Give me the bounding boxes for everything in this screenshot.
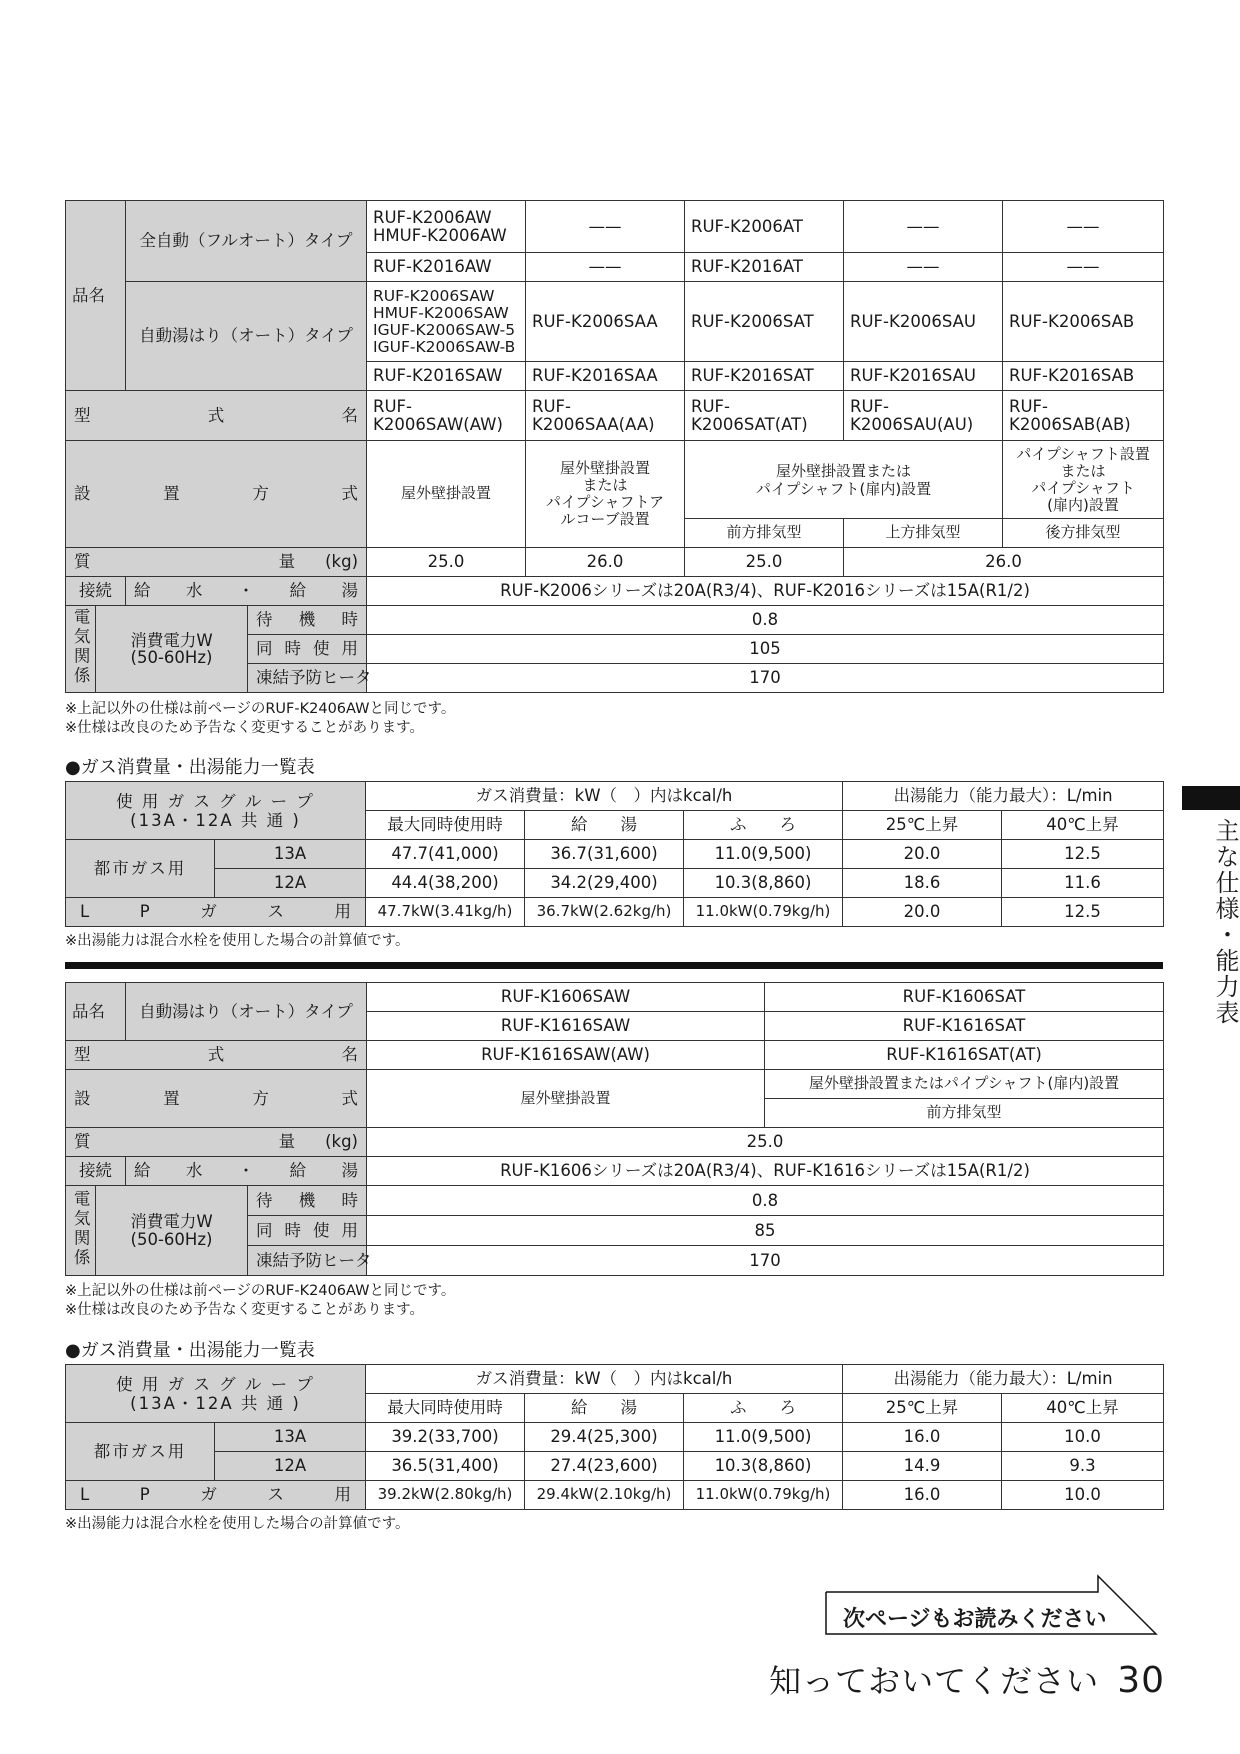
- page-number: 30: [1117, 1660, 1165, 1701]
- dash-cell: ——: [844, 201, 1003, 253]
- power-consumption-label: 消費電力W (50-60Hz): [96, 606, 248, 693]
- gas-group-label: 使 用 ガ ス グ ル ー プ (13A・12A 共 通 ): [66, 1365, 366, 1423]
- gas-12a-label: 12A: [215, 869, 366, 898]
- product-name-label: 品名: [66, 983, 126, 1041]
- model-cell: RUF-K1606SAT: [765, 983, 1164, 1012]
- gas-group-label: 使 用 ガ ス グ ル ー プ (13A・12A 共 通 ): [66, 782, 366, 840]
- gas-cell: 18.6: [843, 869, 1002, 898]
- install-cell: 屋外壁掛設置または パイプシャフト(扉内)設置: [685, 441, 1003, 519]
- gas-cell: 16.0: [843, 1423, 1002, 1452]
- gas-consumption-header: ガス消費量：kW（ ）内はkcal/h: [366, 1365, 843, 1394]
- gas-cell: 10.3(8,860): [684, 869, 843, 898]
- col-max-simultaneous: 最大同時使用時: [366, 1394, 525, 1423]
- install-cell: 屋外壁掛設置: [367, 1070, 765, 1128]
- gas-table-2: [65, 1364, 1164, 1510]
- antifreeze-heater-label: 凍 結 予 防 ヒ ー タ: [248, 1246, 367, 1276]
- lp-cell: 36.7kW(2.62kg/h): [525, 898, 684, 927]
- install-cell: 屋外壁掛設置またはパイプシャフト(扉内)設置: [765, 1070, 1164, 1099]
- model-type-cell: RUF- K2006SAU(AU): [844, 391, 1003, 441]
- weight-label: 質 量 (kg): [66, 1128, 367, 1157]
- water-supply-label: 給 水 ・ 給 湯: [126, 1157, 367, 1186]
- weight-cell: 26.0: [526, 548, 685, 577]
- gas-note-2: ※出湯能力は混合水栓を使用した場合の計算値です。: [65, 1516, 410, 1532]
- install-cell: 屋外壁掛設置 または パイプシャフトア ルコーブ設置: [526, 441, 685, 548]
- next-page-label: 次ページもお読みください: [843, 1607, 1107, 1632]
- dash-cell: ——: [1003, 253, 1164, 282]
- gas-13a-label: 13A: [215, 1423, 366, 1452]
- connection-cell: RUF-K1606シリーズは20A(R3/4)、RUF-K1616シリーズは15A(R1/2): [367, 1157, 1164, 1186]
- auto-type-label: 自動湯はり（オート）タイプ: [126, 983, 367, 1041]
- simultaneous-label: 同 時 使 用: [248, 1216, 367, 1246]
- model-cell: RUF-K2006SAU: [844, 282, 1003, 362]
- next-page-arrow[interactable]: [826, 1592, 1156, 1640]
- gas-12a-label: 12A: [215, 1452, 366, 1481]
- water-supply-label: 給 水 ・ 給 湯: [126, 577, 367, 606]
- lp-cell: 39.2kW(2.80kg/h): [366, 1481, 525, 1510]
- install-method-label: 設 置 方 式: [66, 1070, 367, 1128]
- model-type-label: 型 式 名: [66, 1041, 367, 1070]
- full-auto-type-label: 全自動（フルオート）タイプ: [126, 201, 367, 282]
- connection-label: 接続: [66, 577, 126, 606]
- gas-cell: 36.7(31,600): [525, 840, 684, 869]
- antifreeze-heater-cell: 170: [367, 664, 1164, 693]
- lp-cell: 10.0: [1002, 1481, 1164, 1510]
- col-40c: 40℃上昇: [1002, 1394, 1164, 1423]
- model-cell: RUF-K2006SAW HMUF-K2006SAW IGUF-K2006SAW-5 IGUF-K2006SAW-B: [367, 282, 526, 362]
- spec-table-k2006: [65, 200, 1164, 693]
- connection-cell: RUF-K2006シリーズは20A(R3/4)、RUF-K2016シリーズは15A(R1/2): [367, 577, 1164, 606]
- install-cell: パイプシャフト設置 または パイプシャフト (扉内)設置: [1003, 441, 1164, 519]
- weight-label: 質 量 (kg): [66, 548, 367, 577]
- model-type-cell: RUF- K2006SAT(AT): [685, 391, 844, 441]
- model-type-cell: RUF-K1616SAT(AT): [765, 1041, 1164, 1070]
- dash-cell: ——: [1003, 201, 1164, 253]
- section-divider: [65, 962, 1163, 969]
- gas-table-1: [65, 781, 1164, 927]
- connection-label: 接続: [66, 1157, 126, 1186]
- standby-label: 待 機 時: [248, 1186, 367, 1216]
- exhaust-cell: 後方排気型: [1003, 519, 1164, 548]
- model-type-cell: RUF- K2006SAA(AA): [526, 391, 685, 441]
- col-25c: 25℃上昇: [843, 1394, 1002, 1423]
- gas-table-title: ●ガス消費量・出湯能力一覧表: [65, 757, 315, 778]
- model-cell: RUF-K1606SAW: [367, 983, 765, 1012]
- spec-table-k1606: [65, 982, 1164, 1276]
- model-cell: RUF-K2016SAU: [844, 362, 1003, 391]
- electrical-label: 電気関係: [66, 606, 96, 693]
- dash-cell: ——: [526, 201, 685, 253]
- gas-cell: 11.6: [1002, 869, 1164, 898]
- antifreeze-heater-label: 凍 結 予 防 ヒ ー タ: [248, 664, 367, 693]
- city-gas-label: 都市ガス用: [66, 1423, 215, 1481]
- side-tab-bar: [1182, 786, 1240, 810]
- model-cell: RUF-K2006AT: [685, 201, 844, 253]
- exhaust-cell: 前方排気型: [685, 519, 844, 548]
- col-hot-water: 給 湯: [525, 811, 684, 840]
- model-type-cell: RUF-K1616SAW(AW): [367, 1041, 765, 1070]
- output-capacity-header: 出湯能力（能力最大）：L/min: [843, 782, 1164, 811]
- lp-cell: 47.7kW(3.41kg/h): [366, 898, 525, 927]
- model-cell: RUF-K1616SAT: [765, 1012, 1164, 1041]
- gas-cell: 34.2(29,400): [525, 869, 684, 898]
- gas-cell: 27.4(23,600): [525, 1452, 684, 1481]
- gas-cell: 9.3: [1002, 1452, 1164, 1481]
- weight-cell: 25.0: [367, 548, 526, 577]
- gas-cell: 11.0(9,500): [684, 1423, 843, 1452]
- weight-cell: 25.0: [367, 1128, 1164, 1157]
- electrical-label: 電気関係: [66, 1186, 96, 1276]
- gas-cell: 39.2(33,700): [366, 1423, 525, 1452]
- col-40c: 40℃上昇: [1002, 811, 1164, 840]
- dash-cell: ——: [844, 253, 1003, 282]
- auto-type-label: 自動湯はり（オート）タイプ: [126, 282, 367, 391]
- output-capacity-header: 出湯能力（能力最大）：L/min: [843, 1365, 1164, 1394]
- model-cell: RUF-K2016SAT: [685, 362, 844, 391]
- gas-13a-label: 13A: [215, 840, 366, 869]
- lp-cell: 20.0: [843, 898, 1002, 927]
- lp-cell: 12.5: [1002, 898, 1164, 927]
- simultaneous-cell: 105: [367, 635, 1164, 664]
- weight-cell: 26.0: [844, 548, 1164, 577]
- model-type-cell: RUF- K2006SAB(AB): [1003, 391, 1164, 441]
- model-cell: RUF-K2016AW: [367, 253, 526, 282]
- gas-cell: 20.0: [843, 840, 1002, 869]
- exhaust-cell: 上方排気型: [844, 519, 1003, 548]
- lp-cell: 11.0kW(0.79kg/h): [684, 898, 843, 927]
- notes-1: ※上記以外の仕様は前ページのRUF-K2406AWと同じです。 ※仕様は改良のため予告なく変更することがあります。: [65, 701, 456, 736]
- gas-table-title-2: ●ガス消費量・出湯能力一覧表: [65, 1340, 315, 1361]
- dash-cell: ——: [526, 253, 685, 282]
- product-name-label: 品名: [66, 201, 126, 391]
- col-hot-water: 給 湯: [525, 1394, 684, 1423]
- model-cell: RUF-K2006AW HMUF-K2006AW: [367, 201, 526, 253]
- gas-cell: 10.3(8,860): [684, 1452, 843, 1481]
- gas-cell: 12.5: [1002, 840, 1164, 869]
- power-consumption-label: 消費電力W (50-60Hz): [96, 1186, 248, 1276]
- lp-cell: 29.4kW(2.10kg/h): [525, 1481, 684, 1510]
- model-cell: RUF-K2016SAW: [367, 362, 526, 391]
- model-type-label: 型 式 名: [66, 391, 367, 441]
- antifreeze-heater-cell: 170: [367, 1246, 1164, 1276]
- simultaneous-label: 同 時 使 用: [248, 635, 367, 664]
- gas-cell: 10.0: [1002, 1423, 1164, 1452]
- lp-cell: 16.0: [843, 1481, 1002, 1510]
- col-bath: ふ ろ: [684, 1394, 843, 1423]
- exhaust-cell: 前方排気型: [765, 1099, 1164, 1128]
- city-gas-label: 都市ガス用: [66, 840, 215, 898]
- simultaneous-cell: 85: [367, 1216, 1164, 1246]
- model-cell: RUF-K2016SAA: [526, 362, 685, 391]
- gas-cell: 36.5(31,400): [366, 1452, 525, 1481]
- gas-cell: 29.4(25,300): [525, 1423, 684, 1452]
- gas-cell: 11.0(9,500): [684, 840, 843, 869]
- model-cell: RUF-K2006SAA: [526, 282, 685, 362]
- weight-cell: 25.0: [685, 548, 844, 577]
- gas-cell: 44.4(38,200): [366, 869, 525, 898]
- model-cell: RUF-K2016AT: [685, 253, 844, 282]
- lp-gas-label: L P ガ ス 用: [66, 898, 366, 927]
- col-25c: 25℃上昇: [843, 811, 1002, 840]
- gas-consumption-header: ガス消費量：kW（ ）内はkcal/h: [366, 782, 843, 811]
- standby-cell: 0.8: [367, 1186, 1164, 1216]
- model-cell: RUF-K2016SAB: [1003, 362, 1164, 391]
- model-cell: RUF-K1616SAW: [367, 1012, 765, 1041]
- model-cell: RUF-K2006SAB: [1003, 282, 1164, 362]
- standby-cell: 0.8: [367, 606, 1164, 635]
- notes-2: ※上記以外の仕様は前ページのRUF-K2406AWと同じです。 ※仕様は改良のため予告なく変更することがあります。: [65, 1283, 456, 1318]
- standby-label: 待 機 時: [248, 606, 367, 635]
- page-footer: [769, 1656, 1165, 1702]
- lp-gas-label: L P ガ ス 用: [66, 1481, 366, 1510]
- side-tab-label: 主な仕様・能力表: [1211, 818, 1239, 1026]
- install-cell: 屋外壁掛設置: [367, 441, 526, 548]
- gas-cell: 14.9: [843, 1452, 1002, 1481]
- gas-cell: 47.7(41,000): [366, 840, 525, 869]
- model-cell: RUF-K2006SAT: [685, 282, 844, 362]
- model-type-cell: RUF- K2006SAW(AW): [367, 391, 526, 441]
- install-method-label: 設 置 方 式: [66, 441, 367, 548]
- footer-title: 知っておいてください: [769, 1662, 1100, 1700]
- lp-cell: 11.0kW(0.79kg/h): [684, 1481, 843, 1510]
- col-bath: ふ ろ: [684, 811, 843, 840]
- gas-note-1: ※出湯能力は混合水栓を使用した場合の計算値です。: [65, 933, 410, 949]
- col-max-simultaneous: 最大同時使用時: [366, 811, 525, 840]
